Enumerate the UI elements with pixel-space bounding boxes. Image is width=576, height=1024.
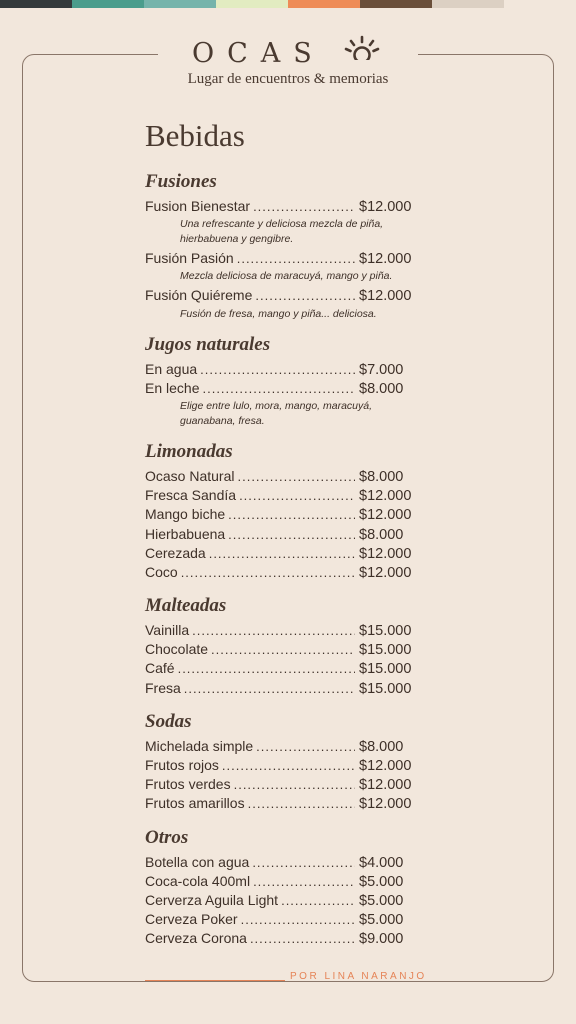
dot-leader bbox=[192, 623, 355, 638]
dot-leader bbox=[281, 893, 355, 908]
item-price: $8.000 bbox=[359, 468, 404, 485]
menu-item bbox=[145, 776, 415, 795]
color-strip bbox=[0, 0, 576, 8]
menu-item bbox=[145, 641, 415, 660]
dot-leader bbox=[237, 251, 355, 266]
item-name: Frutos rojos bbox=[145, 757, 219, 773]
section-title: Limonadas bbox=[145, 440, 233, 462]
item-price: $8.000 bbox=[359, 738, 404, 755]
menu-item bbox=[145, 564, 415, 583]
menu-item bbox=[145, 660, 415, 679]
dot-leader bbox=[211, 642, 355, 657]
dot-leader bbox=[181, 565, 355, 580]
menu-item bbox=[145, 468, 415, 487]
item-price: $12.000 bbox=[359, 545, 412, 562]
item-price: $15.000 bbox=[359, 623, 412, 640]
footer-rule bbox=[145, 980, 285, 981]
item-name: En leche bbox=[145, 379, 200, 396]
masthead bbox=[158, 24, 418, 94]
item-name: Frutos verdes bbox=[145, 776, 231, 793]
item-price: $12.000 bbox=[359, 199, 412, 215]
dot-leader bbox=[237, 469, 355, 484]
color-strip-segment bbox=[144, 0, 216, 8]
dot-leader bbox=[228, 507, 355, 522]
menu-item bbox=[145, 545, 415, 564]
menu-item bbox=[145, 892, 415, 911]
color-strip-segment bbox=[72, 0, 144, 8]
item-description: Mezcla deliciosa de maracuyá, mango y piña. bbox=[180, 270, 393, 283]
menu-item bbox=[145, 622, 415, 641]
item-name: Botella con agua bbox=[145, 853, 250, 870]
menu-section bbox=[145, 595, 415, 699]
dot-leader bbox=[222, 758, 355, 773]
menu-section bbox=[145, 171, 415, 322]
item-description: Elige entre lulo, mora, mango, maracuyá, guanabana, fresa. bbox=[180, 399, 373, 427]
menu-sections bbox=[145, 171, 415, 962]
item-price: $12.000 bbox=[359, 488, 412, 505]
dot-leader bbox=[200, 362, 355, 377]
item-name: Coca-cola 400ml bbox=[145, 872, 251, 889]
menu-item bbox=[145, 873, 415, 892]
item-price: $4.000 bbox=[359, 854, 404, 871]
sun-icon bbox=[344, 34, 380, 68]
item-name: Cerveza Poker bbox=[145, 911, 238, 928]
item-name: Hierbabuena bbox=[145, 525, 226, 542]
item-name: En agua bbox=[145, 360, 198, 377]
menu-item bbox=[145, 198, 415, 217]
tagline: Lugar de encuentros & memorias bbox=[187, 71, 389, 87]
menu-item bbox=[145, 380, 415, 399]
item-price: $5.000 bbox=[359, 873, 404, 890]
menu-section bbox=[145, 441, 415, 583]
item-description: Una refrescante y deliciosa mezcla de piña, hierbabuena y gengibre. bbox=[180, 218, 384, 246]
menu-item bbox=[145, 854, 415, 873]
item-name: Cerveza Corona bbox=[145, 930, 247, 947]
item-price: $9.000 bbox=[359, 931, 404, 948]
dot-leader bbox=[253, 874, 355, 889]
dot-leader bbox=[239, 488, 355, 503]
menu-section bbox=[145, 711, 415, 815]
menu-item bbox=[145, 526, 415, 545]
item-price: $12.000 bbox=[359, 288, 412, 305]
item-name: Michelada simple bbox=[145, 737, 254, 754]
item-name: Chocolate bbox=[145, 641, 209, 658]
color-strip-segment bbox=[432, 0, 504, 8]
dot-leader bbox=[241, 912, 355, 927]
section-title: Sodas bbox=[145, 710, 192, 732]
color-strip-segment bbox=[216, 0, 288, 8]
menu-item bbox=[145, 287, 415, 306]
item-name: Vainilla bbox=[145, 622, 190, 639]
item-price: $5.000 bbox=[359, 892, 404, 909]
item-name: Fresca Sandía bbox=[145, 487, 237, 504]
item-description: Fusión de fresa, mango y piña... deliciosa. bbox=[180, 307, 377, 320]
item-name: Café bbox=[145, 660, 175, 677]
item-price: $12.000 bbox=[359, 564, 412, 581]
menu-section bbox=[145, 827, 415, 950]
color-strip-segment bbox=[288, 0, 360, 8]
item-price: $12.000 bbox=[359, 796, 412, 813]
item-price: $5.000 bbox=[359, 912, 404, 929]
dot-leader bbox=[255, 288, 355, 303]
page-title: Bebidas bbox=[145, 118, 245, 153]
dot-leader bbox=[256, 739, 355, 754]
dot-leader bbox=[253, 199, 355, 214]
footer-credit: POR LINA NARANJO bbox=[290, 971, 427, 982]
item-name: Fusion Bienestar bbox=[145, 198, 251, 214]
dot-leader bbox=[234, 777, 355, 792]
section-title: Jugos naturales bbox=[145, 333, 271, 355]
menu-section bbox=[145, 334, 415, 429]
item-name: Fusión Quiéreme bbox=[145, 287, 253, 304]
item-name: Mango biche bbox=[145, 506, 226, 523]
menu-item bbox=[145, 930, 415, 949]
menu-item bbox=[145, 250, 415, 269]
menu-item bbox=[145, 795, 415, 814]
section-title: Otros bbox=[145, 826, 189, 848]
item-price: $8.000 bbox=[359, 380, 404, 397]
menu-item bbox=[145, 738, 415, 757]
item-price: $12.000 bbox=[359, 758, 412, 774]
item-price: $12.000 bbox=[359, 507, 412, 524]
item-name: Fresa bbox=[145, 679, 181, 696]
item-name: Cerverza Aguila Light bbox=[145, 891, 279, 908]
item-name: Cerezada bbox=[145, 544, 206, 561]
menu-item bbox=[145, 911, 415, 930]
dot-leader bbox=[228, 527, 355, 542]
dot-leader bbox=[250, 931, 355, 946]
menu-item bbox=[145, 680, 415, 699]
item-name: Frutos amarillos bbox=[145, 795, 245, 812]
dot-leader bbox=[178, 661, 355, 676]
menu-item bbox=[145, 506, 415, 525]
color-strip-segment bbox=[360, 0, 432, 8]
item-price: $15.000 bbox=[359, 642, 412, 659]
dot-leader bbox=[202, 381, 355, 396]
menu-item bbox=[145, 757, 415, 776]
item-price: $12.000 bbox=[359, 777, 412, 794]
item-price: $8.000 bbox=[359, 526, 404, 543]
section-title: Malteadas bbox=[145, 595, 227, 617]
menu-item bbox=[145, 487, 415, 506]
dot-leader bbox=[184, 681, 355, 696]
section-title: Fusiones bbox=[145, 171, 217, 192]
dot-leader bbox=[252, 855, 355, 870]
item-name: Fusión Pasión bbox=[145, 250, 234, 267]
item-price: $12.000 bbox=[359, 251, 412, 268]
item-price: $7.000 bbox=[359, 361, 404, 378]
menu-item bbox=[145, 361, 415, 380]
color-strip-segment bbox=[0, 0, 72, 8]
item-name: Ocaso Natural bbox=[145, 467, 235, 484]
dot-leader bbox=[209, 546, 355, 561]
logo-wordmark: OCAS bbox=[192, 38, 325, 69]
item-name: Coco bbox=[145, 563, 178, 580]
dot-leader bbox=[248, 796, 355, 811]
item-price: $15.000 bbox=[359, 680, 412, 697]
item-price: $15.000 bbox=[359, 661, 412, 678]
